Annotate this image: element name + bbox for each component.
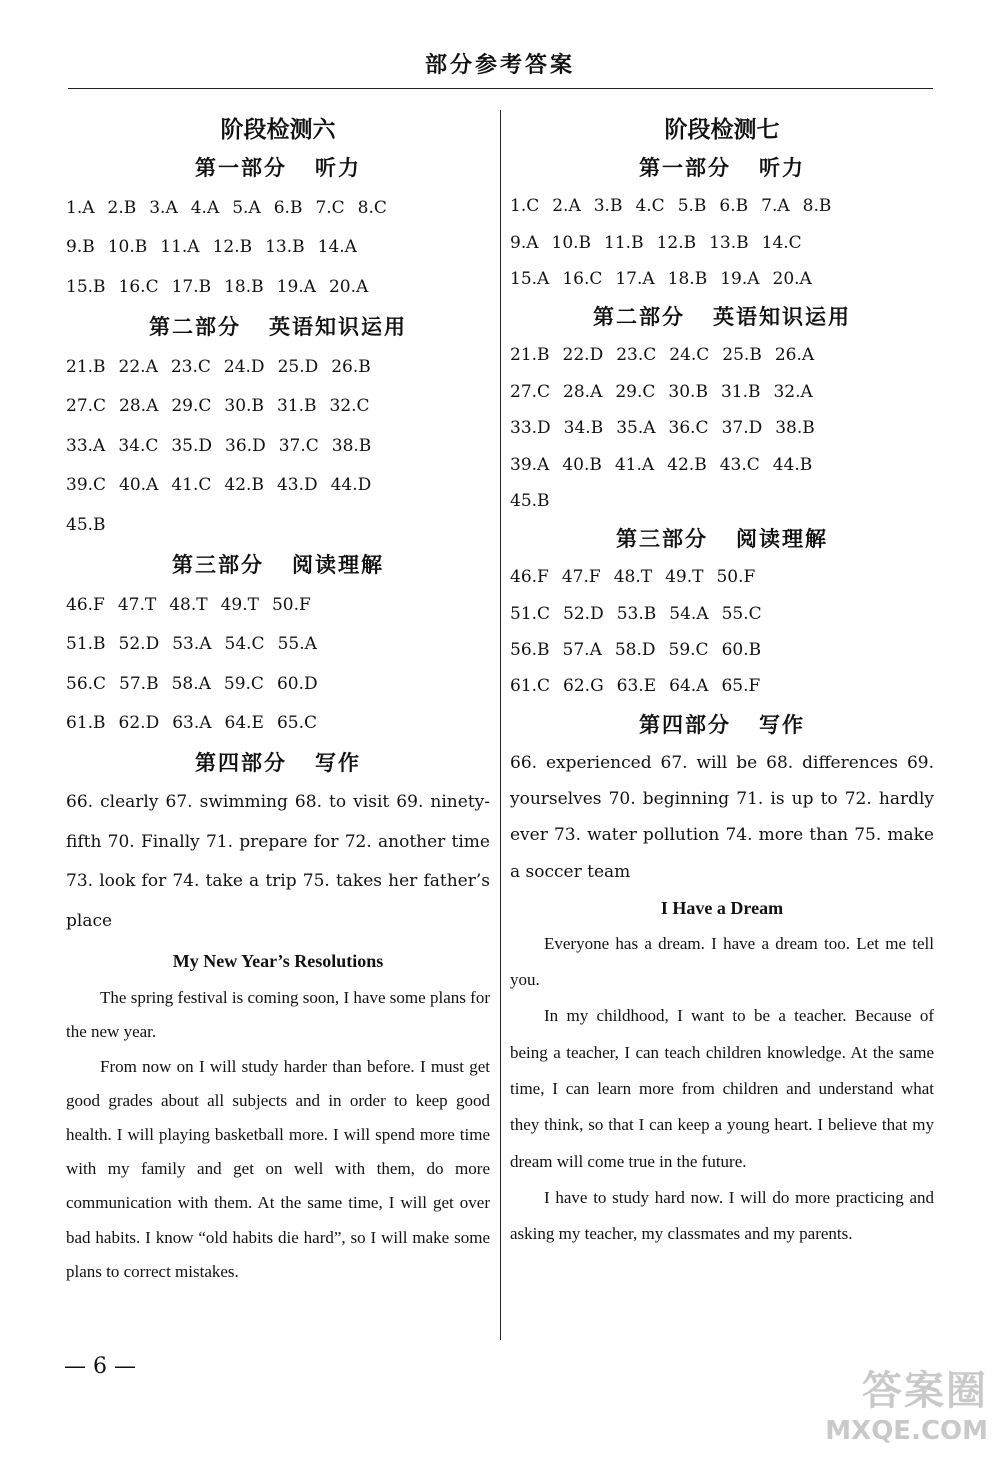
answer-item: 7.A [761,196,790,217]
answer-row [510,188,934,224]
answer-block-listening [66,188,490,307]
answer-row [66,347,490,387]
answer-item: 43.C [719,454,760,475]
answer-item: 20.A [772,268,812,289]
answer-item: 49.T [665,567,704,588]
watermark-logo [778,1367,988,1457]
part-label: 第一部分 [639,155,731,180]
part-title-listening [510,148,934,188]
answer-item: 2.B [107,197,137,218]
answer-item: 16.C [562,268,603,289]
answer-item: 5.A [232,197,261,218]
section-title: 阶段检测六 [220,116,336,143]
answer-item: 59.C [668,640,709,661]
answer-row [66,585,490,625]
part-title-knowledge [66,307,490,347]
answer-item: 31.B [276,396,317,417]
answer-item: 14.C [761,232,802,253]
answer-row [66,228,490,268]
answer-item: 57.B [119,673,159,694]
answer-item: 9.B [66,237,95,258]
essay-title: I Have a Dream [660,897,784,918]
answer-item: 14.A [317,237,357,258]
answer-row [510,559,934,595]
answer-item: 37.C [278,435,319,456]
answer-item: 43.D [276,475,318,496]
part-title-reading [66,545,490,585]
answer-item: 51.C [510,603,551,624]
answer-item: 19.A [720,268,760,289]
part-title-knowledge [510,297,934,337]
answer-item: 65.F [721,676,761,697]
answer-row [510,374,934,410]
answer-item: 39.A [510,454,550,475]
answer-item: 34.B [563,418,604,439]
answer-row [66,624,490,664]
answer-item: 48.T [169,594,208,615]
answer-item: 31.B [720,381,761,402]
answer-item: 28.A [119,396,159,417]
essay-paragraph: I have to study hard now. I will do more practicing and asking my teacher, my classmates and my parents. [510,1187,934,1244]
answer-item: 36.C [668,418,709,439]
part-label: 第二部分 [149,313,241,339]
answer-item: 52.D [118,634,160,655]
answer-item: 11.A [160,237,200,258]
answer-item: 50.F [271,594,311,615]
answer-item: 54.A [669,603,709,624]
answer-item: 18.B [667,268,708,289]
watermark-logo-text: 答案圈 [862,1368,988,1414]
answer-row [66,664,490,704]
part-name: 写作 [315,750,361,776]
answer-item: 11.B [604,232,644,253]
answer-item: 8.B [802,196,832,217]
answer-item: 47.F [561,567,601,588]
answer-row [66,704,490,744]
essay-paragraph: Everyone has a dream. I have a dream too. Let me tell you. [510,933,934,990]
answer-item: 17.A [615,268,655,289]
answer-item: 15.B [66,276,106,297]
answer-item: 53.A [172,634,212,655]
answer-item: 30.B [224,396,264,417]
part-label: 第二部分 [593,304,685,330]
answer-item: 32.A [773,381,813,402]
answer-item: 1.C [510,196,540,217]
answer-item: 49.T [220,594,259,615]
answer-item: 58.D [614,640,656,661]
answer-row [66,466,490,506]
answer-item: 33.A [66,435,106,456]
answer-item: 27.C [510,381,551,402]
writing-answers: 66. experienced 67. will be 68. differences 69. yourselves 70. beginning 71. is up to 72. hardly ever 73. water pollution 74. more than 75. make a soccer team [510,752,934,882]
answer-item: 41.A [614,454,655,475]
answer-item: 24.C [669,345,710,366]
answer-item: 65.C [276,713,318,734]
answer-item: 2.A [552,196,581,217]
answer-item: 60.D [276,673,318,694]
answer-item: 29.C [171,396,212,417]
answer-item: 57.A [562,640,602,661]
answer-item: 20.A [328,276,369,297]
answer-item: 13.B [265,237,305,258]
answer-item: 59.C [223,673,264,694]
answer-item: 13.B [709,232,749,253]
answer-row [66,505,490,545]
left-column [66,112,490,1289]
answer-item: 12.B [656,232,697,253]
answer-row [510,483,934,519]
answer-item: 39.C [66,475,107,496]
answer-row [66,426,490,466]
page-number: — 6 — [64,1354,136,1379]
answer-item: 36.D [225,435,266,456]
answer-row [510,446,934,482]
right-column [510,112,934,1253]
answer-item: 27.C [66,396,107,417]
answer-item: 38.B [331,435,372,456]
answer-item: 10.B [107,237,148,258]
answer-item: 21.B [66,356,106,377]
answer-item: 22.D [562,345,604,366]
answer-item: 23.C [170,356,211,377]
answer-item: 28.A [563,381,603,402]
answer-item: 12.B [212,237,253,258]
answer-block-reading [66,585,490,743]
part-title-writing [66,743,490,783]
answer-item: 25.B [722,345,762,366]
answer-item: 42.B [667,454,707,475]
part-label: 第三部分 [172,551,264,577]
answer-block-knowledge [510,337,934,519]
answer-item: 64.A [669,676,709,697]
answer-row [510,224,934,260]
answer-item: 34.C [118,435,159,456]
answer-item: 47.T [117,594,157,615]
part-title-reading [510,519,934,559]
answer-item: 33.D [510,418,551,439]
answer-row [66,386,490,426]
answer-item: 3.B [593,196,623,217]
answer-item: 16.C [118,276,159,297]
column-divider [500,110,501,1340]
answer-item: 4.A [190,197,220,218]
answer-item: 54.C [224,634,265,655]
answer-item: 10.B [551,232,592,253]
answer-block-reading [510,559,934,705]
answer-item: 58.A [171,673,211,694]
answer-item: 26.B [331,356,371,377]
part-label: 第四部分 [639,711,731,737]
answer-item: 15.A [510,268,550,289]
answer-item: 6.B [719,196,749,217]
answer-block-listening [510,188,934,297]
answer-item: 62.D [118,713,160,734]
answer-item: 46.F [66,594,105,615]
answer-item: 60.B [721,640,762,661]
answer-item: 18.B [224,276,264,297]
answer-item: 50.F [716,567,756,588]
answer-item: 37.D [721,418,763,439]
answer-item: 22.A [118,356,158,377]
answer-item: 19.A [276,276,316,297]
essay-title: My New Year’s Resolutions [172,951,384,972]
essay-body [66,981,490,1289]
writing-answers: 66. clearly 67. swimming 68. to visit 69. ninety-fifth 70. Finally 71. prepare for 72. another time 73. look for 74. take a trip 75. takes her father’s place [66,792,490,931]
answer-item: 30.B [668,381,708,402]
part-title-listening [66,148,490,188]
answer-item: 9.A [510,232,539,253]
answer-item: 63.E [616,676,657,697]
answer-item: 3.A [149,197,178,218]
answer-item: 45.B [510,490,550,511]
section-title: 阶段检测七 [664,116,780,143]
answer-item: 40.B [562,454,602,475]
part-label: 第四部分 [195,750,287,776]
answer-item: 56.B [510,640,550,661]
answer-item: 38.B [775,418,815,439]
answer-item: 56.C [66,673,107,694]
essay-paragraph: In my childhood, I want to be a teacher. Because of being a teacher, I can teach children knowledge. At the same time, I can learn more from children and understand what they think, so that I can keep a young heart. I believe that my dream will come true in the future. [510,1006,934,1171]
answer-block-knowledge [66,347,490,545]
answer-item: 4.C [635,196,665,217]
answer-item: 5.B [677,196,707,217]
answer-item: 35.D [171,435,213,456]
answer-item: 6.B [273,197,303,218]
answer-item: 52.D [563,603,604,624]
answer-item: 55.C [721,603,762,624]
watermark-url: MXQE.COM [825,1416,988,1446]
essay-paragraph: From now on I will study harder than before. I must get good grades about all subjects and in order to keep good health. I will playing basketball more. I will spend more time with my family and get on well with them, do more communication with them. At the same time, I will get over bad habits. I know “old habits die hard”, so I will make some plans to correct mistakes. [66,1056,490,1281]
answer-item: 7.C [315,197,345,218]
answer-row [66,188,490,228]
answer-item: 40.A [119,475,159,496]
answer-item: 62.G [563,676,604,697]
answer-item: 51.B [66,634,106,655]
answer-item: 29.C [615,381,656,402]
essay-paragraph: The spring festival is coming soon, I have some plans for the new year. [66,988,490,1042]
header-divider [68,88,933,89]
answer-item: 53.B [616,603,657,624]
answer-item: 44.B [772,454,813,475]
answer-item: 1.A [66,197,95,218]
answer-row [510,261,934,297]
answer-row [510,668,934,704]
answer-item: 26.A [774,345,815,366]
answer-item: 25.D [277,356,319,377]
page-header: 部分参考答案 [424,52,575,78]
part-name: 写作 [759,711,805,737]
answer-item: 64.E [224,713,264,734]
part-title-writing [510,705,934,745]
answer-row [510,337,934,373]
answer-item: 41.C [171,475,212,496]
answer-item: 32.C [329,396,370,417]
part-name: 听力 [759,155,805,180]
part-label: 第一部分 [195,155,287,180]
part-name: 听力 [315,155,361,180]
answer-item: 45.B [66,514,106,535]
essay-body [510,926,934,1253]
part-label: 第三部分 [616,526,708,552]
part-name: 英语知识运用 [713,304,851,330]
answer-item: 35.A [616,418,656,439]
answer-item: 61.B [66,713,106,734]
answer-row [510,632,934,668]
part-name: 阅读理解 [292,551,384,577]
answer-item: 63.A [172,713,212,734]
answer-item: 46.F [510,567,549,588]
part-name: 英语知识运用 [269,313,407,339]
answer-item: 44.D [330,475,372,496]
answer-row [510,596,934,632]
answer-item: 23.C [616,345,657,366]
answer-row [510,410,934,446]
answer-item: 61.C [510,676,551,697]
answer-item: 24.D [223,356,265,377]
answer-row [66,267,490,307]
answer-item: 17.B [171,276,212,297]
answer-item: 42.B [224,475,264,496]
answer-item: 55.A [277,634,317,655]
part-name: 阅读理解 [736,526,828,552]
answer-item: 8.C [357,197,387,218]
answer-item: 48.T [613,567,653,588]
answer-item: 21.B [510,345,550,366]
